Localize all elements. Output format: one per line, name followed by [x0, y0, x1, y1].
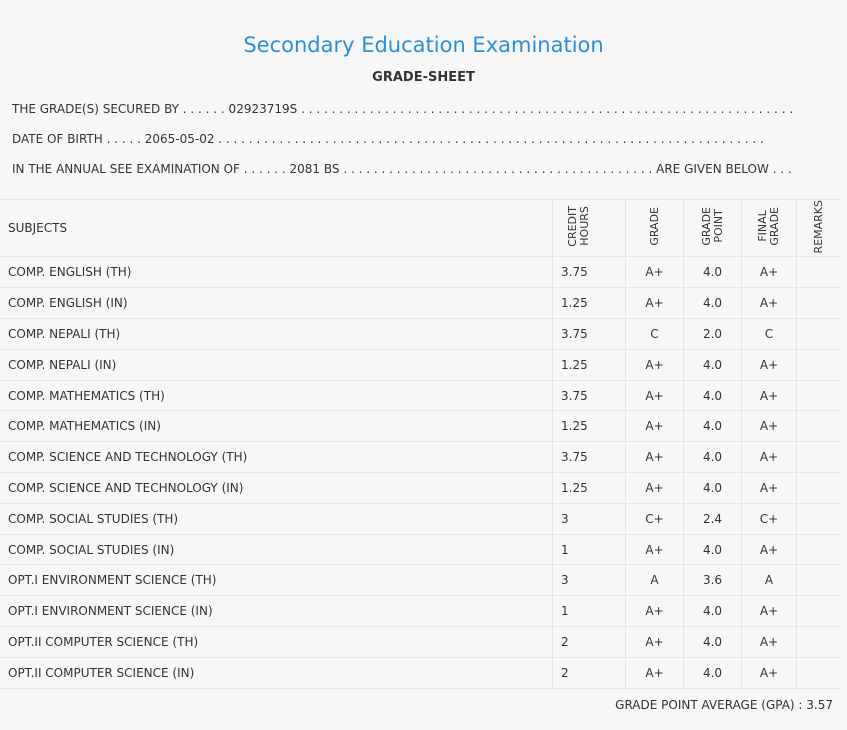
grade-cell: A+	[626, 349, 684, 380]
header-remarks-cell	[797, 200, 841, 257]
table-row	[0, 380, 840, 411]
subject-cell: OPT.I ENVIRONMENT SCIENCE (IN)	[0, 596, 553, 627]
grade-point-cell: 4.0	[684, 657, 742, 688]
credit-hours-cell: 1.25	[553, 411, 626, 442]
grade-point-cell: 4.0	[684, 411, 742, 442]
table-row	[0, 534, 840, 565]
subject-cell: OPT.I ENVIRONMENT SCIENCE (TH)	[0, 565, 553, 596]
grade-cell: A+	[626, 473, 684, 504]
grade-point-cell: 4.0	[684, 473, 742, 504]
remarks-cell	[797, 380, 841, 411]
final-grade-cell: A+	[742, 380, 797, 411]
subject-cell: COMP. ENGLISH (TH)	[0, 257, 553, 288]
header-credit-hours: CREDIT HOURS	[566, 206, 591, 248]
grade-cell: A+	[626, 288, 684, 319]
grade-cell: A	[626, 565, 684, 596]
grade-cell: A+	[626, 596, 684, 627]
final-grade-cell: A	[742, 565, 797, 596]
table-row	[0, 503, 840, 534]
credit-hours-cell: 1.25	[553, 288, 626, 319]
subject-cell: COMP. NEPALI (TH)	[0, 319, 553, 350]
gpa-summary: GRADE POINT AVERAGE (GPA) : 3.57	[615, 698, 833, 712]
credit-hours-cell: 1	[553, 534, 626, 565]
final-grade-cell: C+	[742, 503, 797, 534]
credit-hours-cell: 1	[553, 596, 626, 627]
grade-cell: A+	[626, 380, 684, 411]
grade-point-cell: 4.0	[684, 257, 742, 288]
grade-table	[0, 199, 840, 689]
credit-hours-cell: 3.75	[553, 380, 626, 411]
remarks-cell	[797, 442, 841, 473]
grade-point-cell: 4.0	[684, 442, 742, 473]
table-row	[0, 473, 840, 504]
remarks-cell	[797, 503, 841, 534]
date-of-birth-line: DATE OF BIRTH . . . . . 2065-05-02 . . . . . . . . . . . . . . . . . . . . . . . . . . . . . . . . . . . . . . . . . . . . . . . . . . . . . . . . . . . . . . . . . . . . . . . .	[12, 132, 764, 146]
remarks-cell	[797, 349, 841, 380]
table-row	[0, 349, 840, 380]
table-row	[0, 596, 840, 627]
remarks-cell	[797, 319, 841, 350]
remarks-cell	[797, 257, 841, 288]
secured-by-line: THE GRADE(S) SECURED BY . . . . . . 02923719S . . . . . . . . . . . . . . . . . . . . . . . . . . . . . . . . . . . . . . . . . . . . . . . . . . . . . . . . . . . . . . . . .	[12, 102, 794, 116]
examination-line: IN THE ANNUAL SEE EXAMINATION OF . . . . . . 2081 BS . . . . . . . . . . . . . . . . . . . . . . . . . . . . . . . . . . . . . . . . . ARE GIVEN BELOW . . .	[12, 162, 792, 176]
credit-hours-cell: 3	[553, 565, 626, 596]
table-row	[0, 288, 840, 319]
header-credit-hours-cell	[553, 200, 626, 257]
grade-point-cell: 4.0	[684, 349, 742, 380]
grade-cell: C+	[626, 503, 684, 534]
grade-cell: A+	[626, 257, 684, 288]
header-subjects: SUBJECTS	[0, 200, 553, 257]
grade-cell: A+	[626, 411, 684, 442]
grade-point-cell: 4.0	[684, 380, 742, 411]
credit-hours-cell: 3.75	[553, 257, 626, 288]
header-final-grade-cell	[742, 200, 797, 257]
credit-hours-cell: 3.75	[553, 319, 626, 350]
subject-cell: COMP. SCIENCE AND TECHNOLOGY (TH)	[0, 442, 553, 473]
credit-hours-cell: 3.75	[553, 442, 626, 473]
subject-cell: OPT.II COMPUTER SCIENCE (TH)	[0, 627, 553, 658]
header-final-grade: FINAL GRADE	[756, 207, 781, 247]
remarks-cell	[797, 473, 841, 504]
remarks-cell	[797, 627, 841, 658]
table-row	[0, 319, 840, 350]
grade-point-cell: 2.4	[684, 503, 742, 534]
subject-cell: COMP. NEPALI (IN)	[0, 349, 553, 380]
grade-sheet-heading: GRADE-SHEET	[372, 70, 475, 85]
grade-point-cell: 3.6	[684, 565, 742, 596]
credit-hours-cell: 1.25	[553, 349, 626, 380]
header-remarks: REMARKS	[811, 200, 825, 254]
subject-cell: COMP. MATHEMATICS (TH)	[0, 380, 553, 411]
table-row	[0, 411, 840, 442]
grade-cell: A+	[626, 534, 684, 565]
grade-point-cell: 2.0	[684, 319, 742, 350]
final-grade-cell: A+	[742, 442, 797, 473]
table-row	[0, 565, 840, 596]
final-grade-cell: C	[742, 319, 797, 350]
table-header-row	[0, 200, 840, 257]
header-grade-point-cell	[684, 200, 742, 257]
credit-hours-cell: 2	[553, 657, 626, 688]
subject-cell: COMP. SOCIAL STUDIES (TH)	[0, 503, 553, 534]
grade-cell: A+	[626, 442, 684, 473]
final-grade-cell: A+	[742, 257, 797, 288]
final-grade-cell: A+	[742, 596, 797, 627]
final-grade-cell: A+	[742, 411, 797, 442]
final-grade-cell: A+	[742, 657, 797, 688]
final-grade-cell: A+	[742, 534, 797, 565]
credit-hours-cell: 1.25	[553, 473, 626, 504]
table-row	[0, 442, 840, 473]
subject-cell: OPT.II COMPUTER SCIENCE (IN)	[0, 657, 553, 688]
exam-title: Secondary Education Examination	[243, 33, 604, 57]
header-grade-cell	[626, 200, 684, 257]
credit-hours-cell: 3	[553, 503, 626, 534]
remarks-cell	[797, 288, 841, 319]
final-grade-cell: A+	[742, 288, 797, 319]
table-row	[0, 257, 840, 288]
final-grade-cell: A+	[742, 349, 797, 380]
grade-point-cell: 4.0	[684, 596, 742, 627]
subject-cell: COMP. SOCIAL STUDIES (IN)	[0, 534, 553, 565]
table-row	[0, 657, 840, 688]
header-grade-point: GRADE POINT	[699, 207, 725, 247]
remarks-cell	[797, 565, 841, 596]
grade-point-cell: 4.0	[684, 534, 742, 565]
credit-hours-cell: 2	[553, 627, 626, 658]
subject-cell: COMP. SCIENCE AND TECHNOLOGY (IN)	[0, 473, 553, 504]
grade-cell: A+	[626, 627, 684, 658]
header-grade: GRADE	[647, 207, 661, 247]
table-row	[0, 627, 840, 658]
grade-cell: A+	[626, 657, 684, 688]
grade-point-cell: 4.0	[684, 627, 742, 658]
final-grade-cell: A+	[742, 473, 797, 504]
remarks-cell	[797, 534, 841, 565]
remarks-cell	[797, 411, 841, 442]
subject-cell: COMP. MATHEMATICS (IN)	[0, 411, 553, 442]
final-grade-cell: A+	[742, 627, 797, 658]
grade-cell: C	[626, 319, 684, 350]
remarks-cell	[797, 657, 841, 688]
remarks-cell	[797, 596, 841, 627]
grade-point-cell: 4.0	[684, 288, 742, 319]
subject-cell: COMP. ENGLISH (IN)	[0, 288, 553, 319]
